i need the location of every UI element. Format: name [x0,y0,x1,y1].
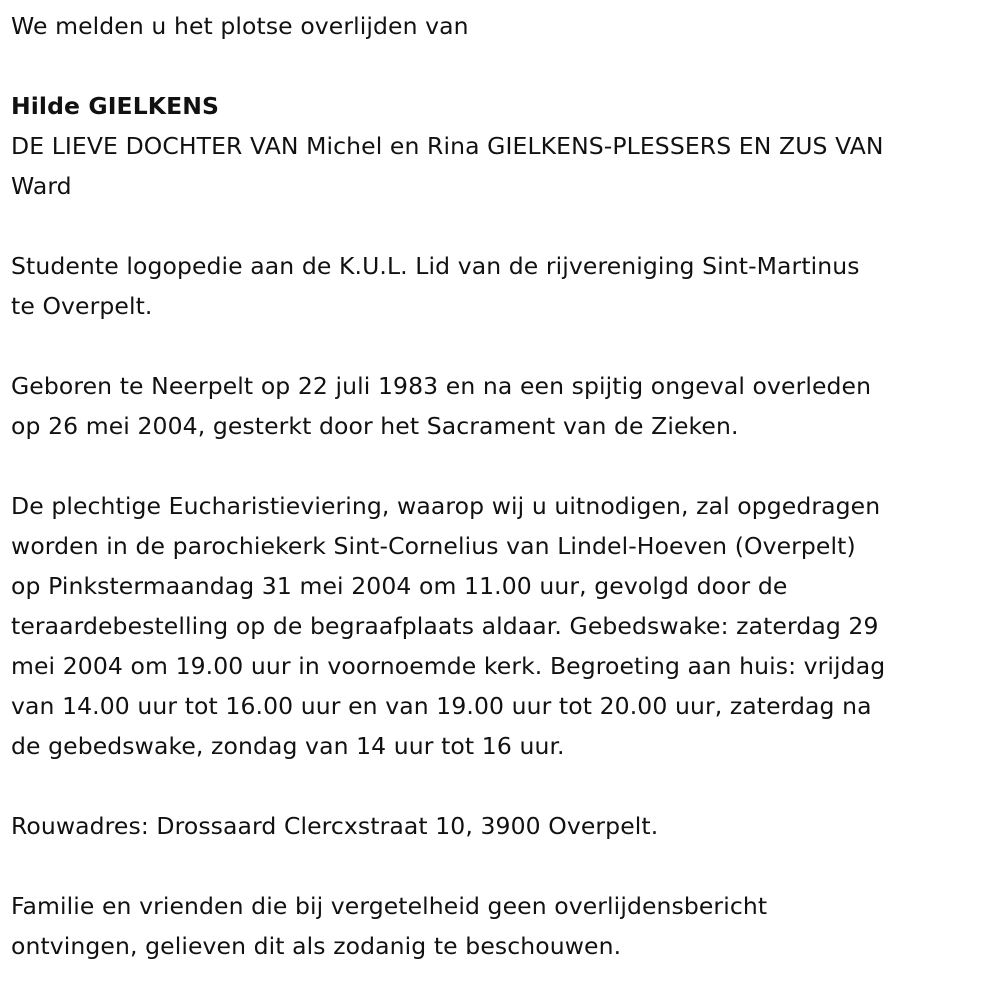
birth-line-1: Geboren te Neerpelt op 22 juli 1983 en na een spijtig ongeval overleden [11,372,872,400]
funeral-text [11,486,990,766]
closing-text [11,886,990,966]
funeral-line-4: teraardebestelling op de begraafplaats aldaar. Gebedswake: zaterdag 29 [11,612,879,640]
name-text: Hilde GIELKENS [11,92,220,120]
funeral-line-1: De plechtige Eucharistieviering, waarop wij u uitnodigen, zal opgedragen [11,492,881,520]
study-line-2: te Overpelt. [11,292,153,320]
funeral-line-6: van 14.00 uur tot 16.00 uur en van 19.00 uur tot 20.00 uur, zaterdag na [11,692,872,720]
spacer [11,46,990,86]
relation-line-1: DE LIEVE DOCHTER VAN Michel en Rina GIELKENS-PLESSERS EN ZUS VAN [11,132,884,160]
funeral-line-7: de gebedswake, zondag van 14 uur tot 16 uur. [11,732,565,760]
study-text [11,246,990,326]
spacer [11,846,990,886]
birth-line-2: op 26 mei 2004, gesterkt door het Sacrament van de Zieken. [11,412,739,440]
spacer [11,446,990,486]
spacer [11,206,990,246]
address-line: Rouwadres: Drossaard Clercxstraat 10, 3900 Overpelt. [11,812,659,840]
study-line-1: Studente logopedie aan de K.U.L. Lid van de rijvereniging Sint-Martinus [11,252,860,280]
relation-text [11,126,990,206]
spacer [11,326,990,366]
address-text [11,806,990,846]
funeral-line-5: mei 2004 om 19.00 uur in voornoemde kerk. Begroeting aan huis: vrijdag [11,652,886,680]
closing-line-1: Familie en vrienden die bij vergetelheid geen overlijdensbericht [11,892,768,920]
intro-text [11,6,990,46]
birth-text [11,366,990,446]
intro-line: We melden u het plotse overlijden van [11,12,469,40]
closing-line-2: ontvingen, gelieven dit als zodanig te beschouwen. [11,932,622,960]
funeral-line-2: worden in de parochiekerk Sint-Cornelius van Lindel-Hoeven (Overpelt) [11,532,856,560]
spacer [11,766,990,806]
relation-line-2: Ward [11,172,72,200]
funeral-line-3: op Pinkstermaandag 31 mei 2004 om 11.00 uur, gevolgd door de [11,572,788,600]
deceased-name [11,86,990,126]
